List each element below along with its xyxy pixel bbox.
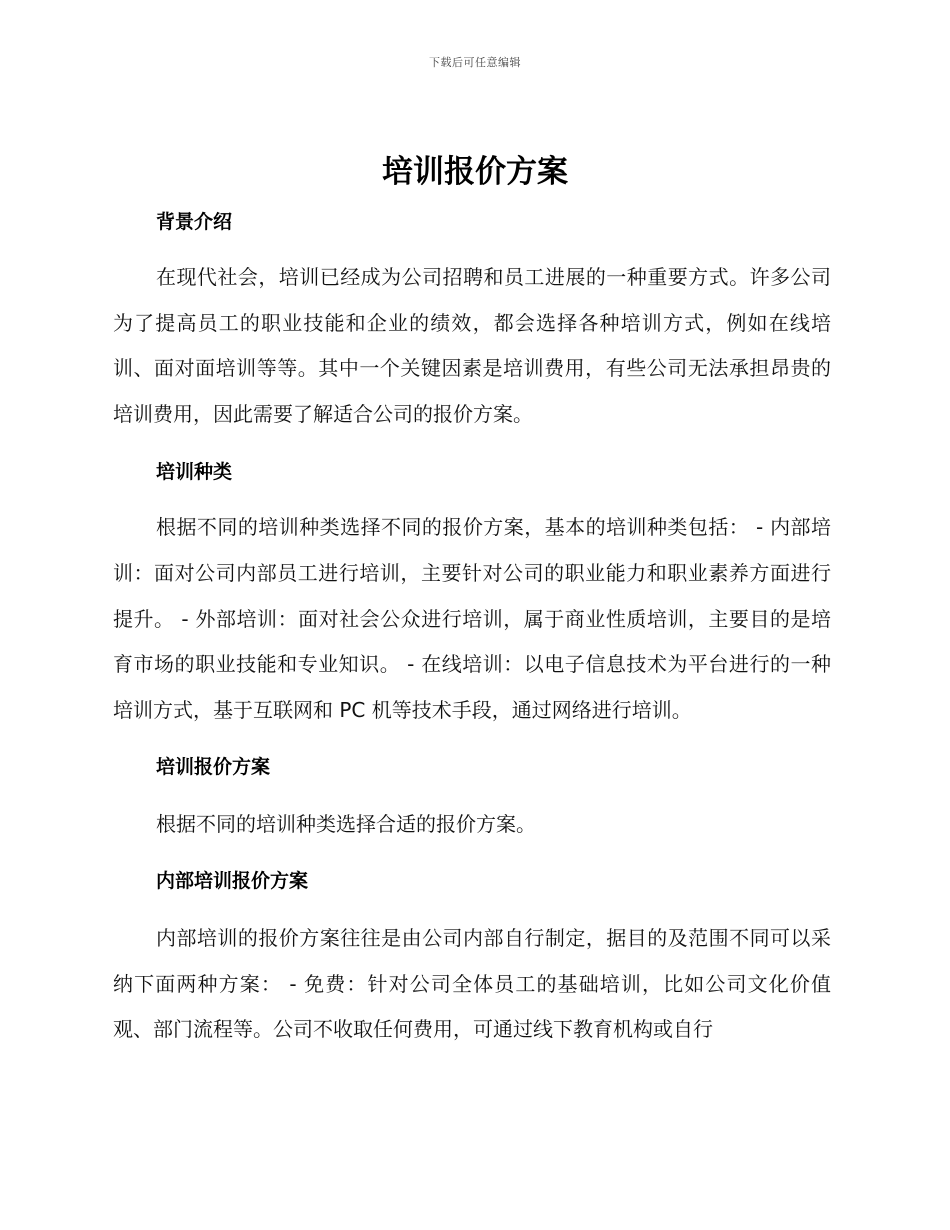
section-heading-internal-quote: 内部培训报价方案: [156, 869, 309, 892]
document-body: [113, 200, 831, 1053]
section-paragraph-background: 在现代社会，培训已经成为公司招聘和员工进展的一种重要方式。许多公司为了提高员工的职业技能和企业的绩效，都会选择各种培训方式，例如在线培训、面对面培训等等。其中一个关键因素是培训费用，有些公司无法承担昂贵的培训费用，因此需要了解适合公司的报价方案。: [113, 265, 831, 426]
document-title: 培训报价方案: [382, 154, 568, 190]
section-heading-background: 背景介绍: [156, 211, 233, 233]
section-paragraph-training-types: 根据不同的培训种类选择不同的报价方案，基本的培训种类包括： - 内部培训：面对公司内部员工进行培训，主要针对公司的职业能力和职业素养方面进行提升。 - 外部培训：面对社会公众进行培训，属于商业性质培训，主要目的是培育市场的职业技能和专业知识。 - 在线培训：以电子信息技术为平台进行的一种培训方式，基于互联网和 PC 机等技术手段，通过网络进行培训。: [113, 515, 831, 722]
section-heading-training-types: 培训种类: [156, 461, 233, 484]
header-note: 下载后可任意编辑: [429, 56, 521, 69]
section-paragraph-quote-plan: 根据不同的培训种类选择合适的报价方案。: [156, 812, 536, 837]
section-paragraph-internal-quote: 内部培训的报价方案往往是由公司内部自行制定，据目的及范围不同可以采纳下面两种方案： - 免费：针对公司全体员工的基础培训，比如公司文化价值观、部门流程等。公司不收取任何费用，可通过线下教育机构或自行: [113, 925, 831, 1042]
section-heading-quote-plan: 培训报价方案: [156, 756, 271, 779]
